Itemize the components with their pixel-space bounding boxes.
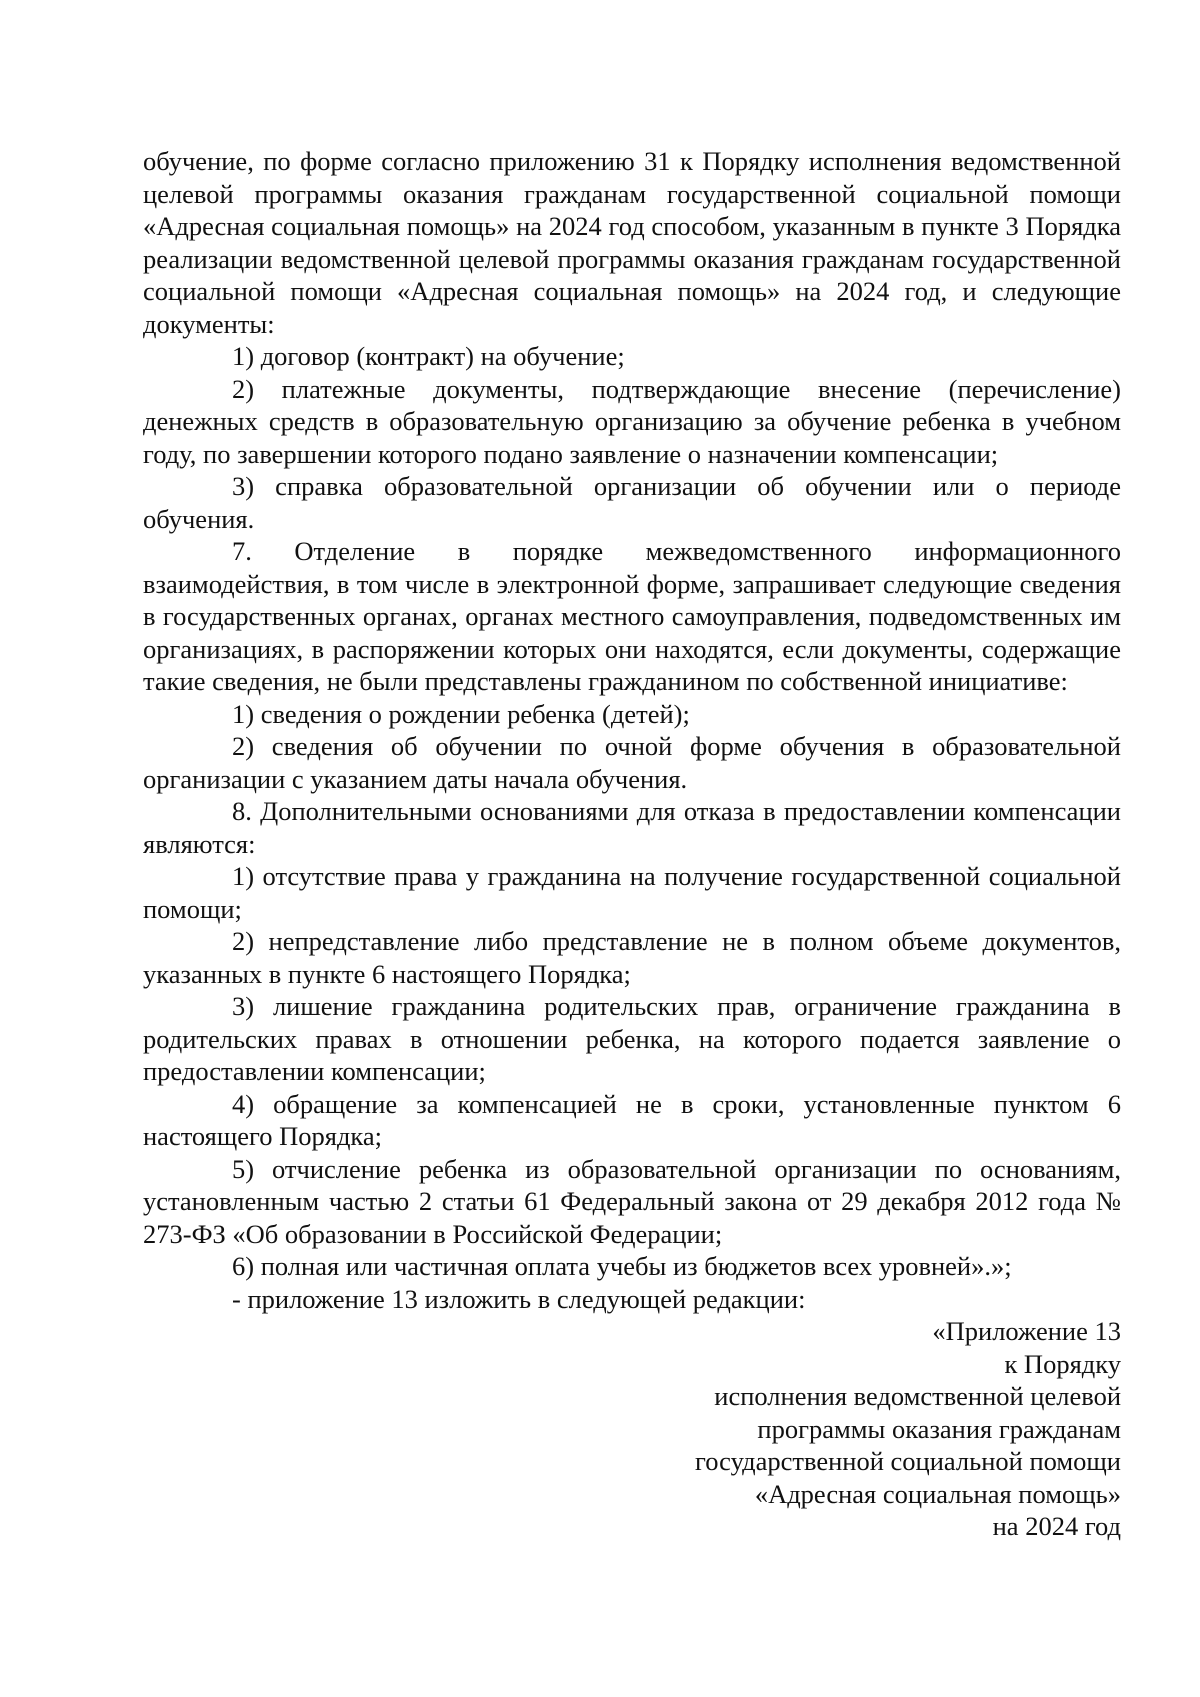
- appendix-header: [143, 1315, 1121, 1543]
- appendix-line: к Порядку: [1004, 1348, 1121, 1379]
- paragraph-refusal-2: 2) непредставление либо представление не в полном объеме документов, указанных в пункте 6 настоящего Порядка;: [143, 926, 1121, 989]
- appendix-line: исполнения ведомственной целевой: [714, 1381, 1121, 1411]
- paragraph-refusal-1: 1) отсутствие права у гражданина на получение государственной социальной помощи;: [143, 861, 1121, 924]
- appendix-line: «Адресная социальная помощь»: [754, 1478, 1121, 1509]
- paragraph-refusal-3: 3) лишение гражданина родительских прав, ограничение гражданина в родительских правах в отношении ребенка, на которого подается заявление о предоставлении компенсации;: [143, 991, 1121, 1086]
- paragraph-intro: обучение, по форме согласно приложению 31 к Порядку исполнения ведомственной целевой программы оказания гражданам государственной социальной помощи «Адресная социальная помощь» на 2024 год способом, указанным в пункте 3 Порядка реализации ведомственной целевой программы оказания гражданам государственной социальной помощи «Адресная социальная помощь» на 2024 год, и следующие документы:: [143, 146, 1121, 339]
- paragraph-section-8: 8. Дополнительными основаниями для отказа в предоставлении компенсации являются:: [143, 796, 1121, 859]
- paragraph-item-1-birth: 1) сведения о рождении ребенка (детей);: [232, 698, 690, 729]
- paragraph-item-2-payments: 2) платежные документы, подтверждающие внесение (перечисление) денежных средств в образовательную организацию за обучение ребенка в учебном году, по завершении которого подано заявление о назначении компенсации;: [143, 373, 1121, 469]
- appendix-line: государственной социальной помощи: [695, 1446, 1121, 1476]
- paragraph-item-3-certificate: 3) справка образовательной организации об обучении или о периоде обучения.: [143, 471, 1121, 534]
- paragraph-appendix-instruction: - приложение 13 изложить в следующей редакции:: [232, 1283, 806, 1314]
- paragraph-section-7: 7. Отделение в порядке межведомственного информационного взаимодействия, в том числе в электронной форме, запрашивает следующие сведения в государственных органах, органах местного самоуправления, подведомственных им организациях, в распоряжении которых они находятся, если документы, содержащие такие сведения, не были представлены гражданином по собственной инициативе:: [143, 536, 1121, 696]
- document-body: [143, 145, 1121, 1543]
- paragraph-item-2-education: 2) сведения об обучении по очной форме обучения в образовательной организации с указанием даты начала обучения.: [143, 731, 1121, 794]
- appendix-line: программы оказания гражданам: [757, 1413, 1121, 1444]
- paragraph-item-1-contract: 1) договор (контракт) на обучение;: [232, 341, 625, 371]
- paragraph-refusal-4: 4) обращение за компенсацией не в сроки, установленные пунктом 6 настоящего Порядка;: [143, 1088, 1121, 1151]
- paragraph-refusal-6: 6) полная или частичная оплата учебы из бюджетов всех уровней».»;: [232, 1251, 1012, 1281]
- appendix-line: «Приложение 13: [932, 1316, 1121, 1346]
- paragraph-refusal-5: 5) отчисление ребенка из образовательной организации по основаниям, установленным частью 2 статьи 61 Федеральный закона от 29 декабря 2012 года № 273-ФЗ «Об образовании в Российской Федерации;: [143, 1153, 1121, 1249]
- appendix-line: на 2024 год: [992, 1511, 1121, 1541]
